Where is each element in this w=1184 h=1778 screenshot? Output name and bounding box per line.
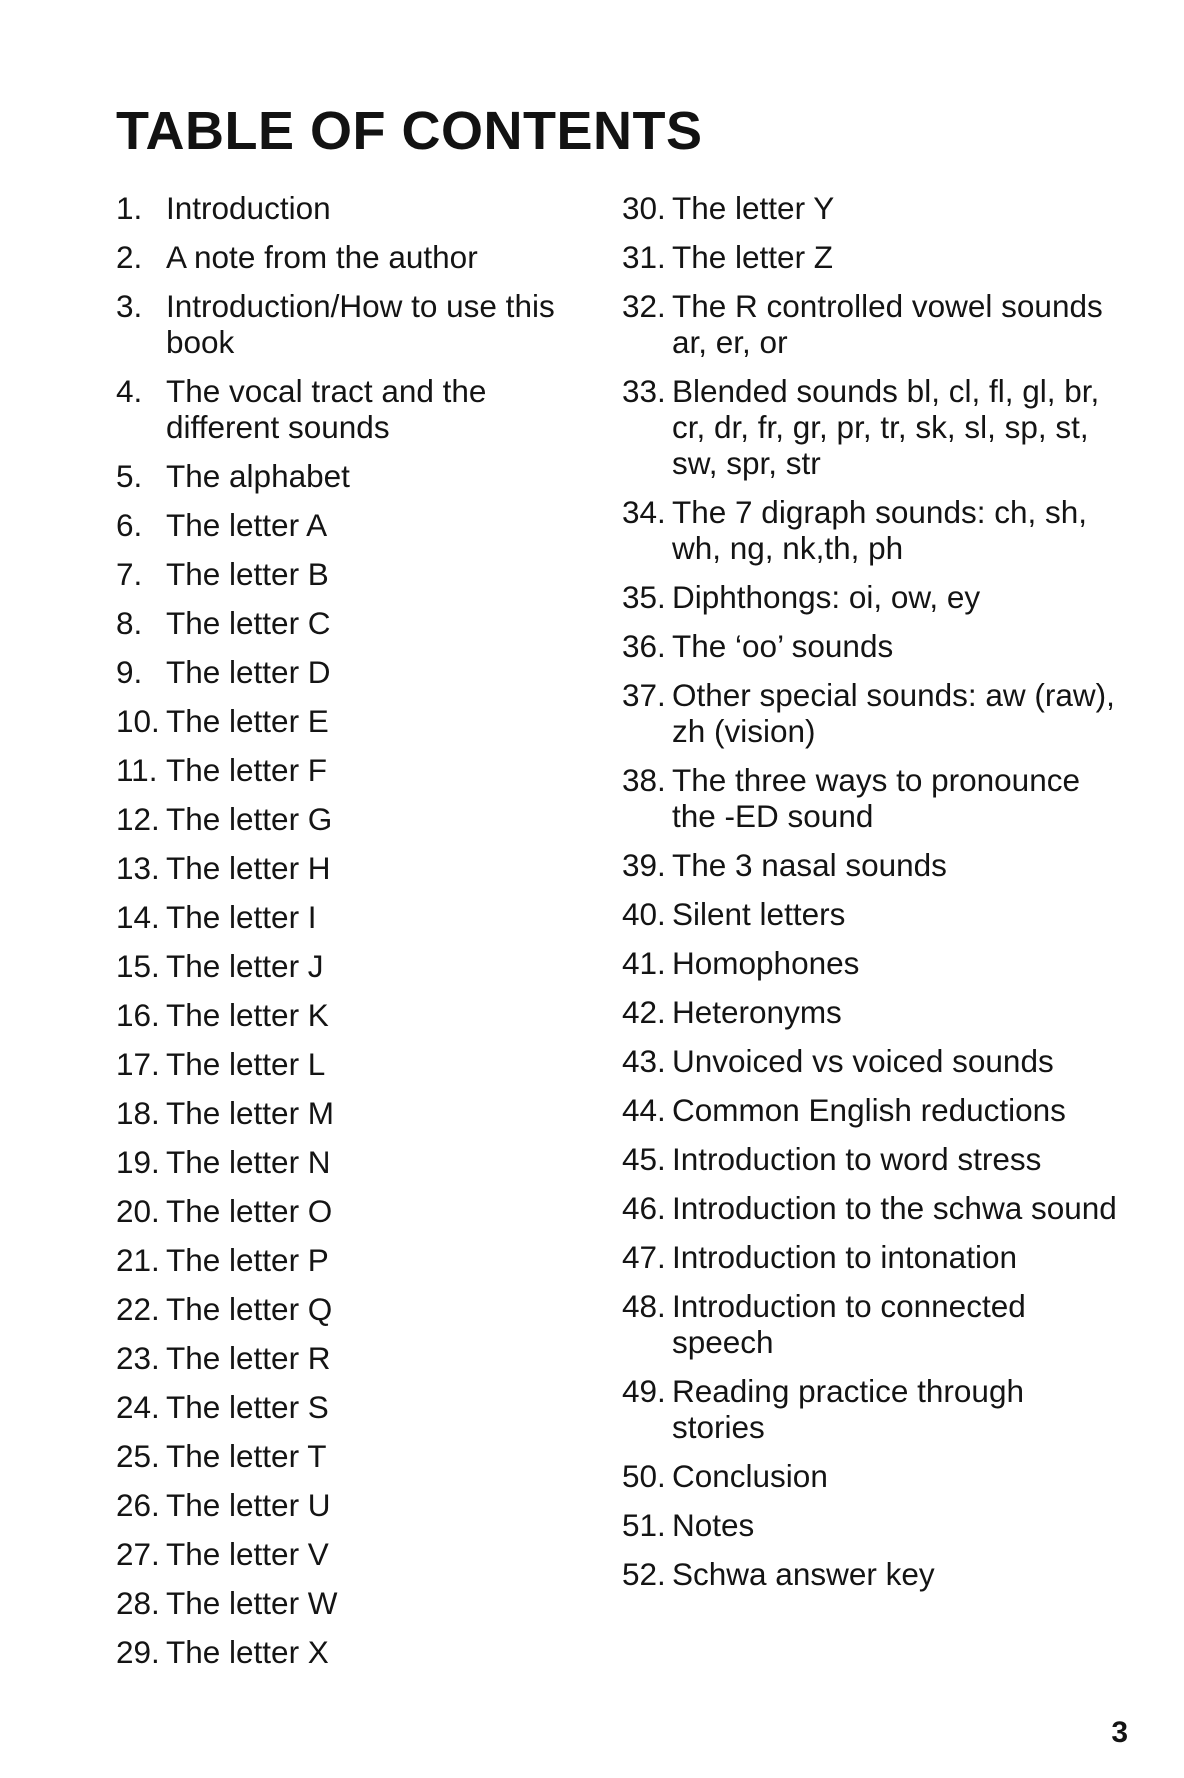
toc-entry-title: The letter X [166, 1634, 329, 1670]
toc-entry-number: 24. [116, 1389, 160, 1425]
toc-entry-title: The letter N [166, 1144, 331, 1180]
toc-entry [116, 703, 596, 739]
toc-entry-title: Introduction to connected speech [672, 1288, 1026, 1360]
toc-entry-number: 25. [116, 1438, 160, 1474]
toc-entry-title: Blended sounds bl, cl, fl, gl, br, cr, dr, fr, gr, pr, tr, sk, sl, sp, st, sw, spr, str [672, 373, 1100, 481]
toc-entry-title: Unvoiced vs voiced sounds [672, 1043, 1054, 1079]
toc-entry-title: The alphabet [166, 458, 350, 494]
toc-entry [116, 1144, 596, 1180]
toc-entry [622, 1092, 1122, 1128]
toc-entry [116, 1291, 596, 1327]
toc-entry-number: 41. [622, 945, 666, 981]
toc-entry [622, 945, 1122, 981]
toc-entry-number: 34. [622, 494, 666, 530]
toc-entry-title: Introduction to the schwa sound [672, 1190, 1117, 1226]
toc-entry [622, 579, 1122, 615]
toc-entry-number: 7. [116, 556, 143, 592]
toc-entry-title: Reading practice through stories [672, 1373, 1024, 1445]
toc-entry-title: The letter G [166, 801, 333, 837]
page-number: 3 [1111, 1716, 1128, 1749]
toc-entry-number: 32. [622, 288, 666, 324]
toc-entry-title: The letter Z [672, 239, 834, 275]
toc-entry-title: The letter A [166, 507, 328, 543]
toc-entry-number: 6. [116, 507, 143, 543]
toc-entry-number: 27. [116, 1536, 160, 1572]
toc-entry [622, 1556, 1122, 1592]
toc-entry-number: 3. [116, 288, 143, 324]
toc-entry [622, 762, 1122, 834]
toc-entry-title: The R controlled vowel sounds ar, er, or [672, 288, 1103, 360]
toc-entry [116, 556, 596, 592]
toc-entry-number: 9. [116, 654, 143, 690]
toc-entry-title: The letter U [166, 1487, 331, 1523]
toc-entry-number: 46. [622, 1190, 666, 1226]
toc-entry [116, 1046, 596, 1082]
toc-entry-title: The letter W [166, 1585, 338, 1621]
toc-entry-title: The letter I [166, 899, 317, 935]
toc-left-column [116, 190, 596, 1683]
toc-entry [116, 801, 596, 837]
toc-entry-title: The letter E [166, 703, 329, 739]
toc-entry [116, 948, 596, 984]
toc-entry [622, 1507, 1122, 1543]
toc-entry-number: 18. [116, 1095, 160, 1131]
toc-entry [116, 1389, 596, 1425]
toc-entry-number: 37. [622, 677, 666, 713]
toc-entry [116, 190, 596, 226]
toc-entry-title: The letter D [166, 654, 331, 690]
toc-entry [622, 190, 1122, 226]
toc-entry [622, 373, 1122, 481]
toc-entry-number: 29. [116, 1634, 160, 1670]
toc-entry [116, 1340, 596, 1376]
toc-entry [116, 1193, 596, 1229]
toc-entry-title: The 3 nasal sounds [672, 847, 947, 883]
toc-entry-title: The letter H [166, 850, 331, 886]
toc-entry [116, 458, 596, 494]
toc-entry-title: The letter M [166, 1095, 335, 1131]
toc-entry [116, 1242, 596, 1278]
toc-entry-number: 23. [116, 1340, 160, 1376]
toc-right-column [622, 190, 1122, 1605]
toc-entry-title: The letter F [166, 752, 328, 788]
toc-entry [622, 494, 1122, 566]
toc-entry [116, 1095, 596, 1131]
toc-entry-title: Silent letters [672, 896, 846, 932]
toc-entry-title: The letter R [166, 1340, 331, 1376]
toc-entry [116, 507, 596, 543]
toc-entry [622, 1373, 1122, 1445]
toc-entry [622, 1458, 1122, 1494]
toc-entry-title: The letter O [166, 1193, 333, 1229]
toc-entry-number: 49. [622, 1373, 666, 1409]
toc-entry-number: 30. [622, 190, 666, 226]
toc-entry-title: The three ways to pronounce the -ED sound [672, 762, 1080, 834]
toc-entry-number: 38. [622, 762, 666, 798]
toc-entry-title: The ‘oo’ sounds [672, 628, 894, 664]
toc-entry-number: 43. [622, 1043, 666, 1079]
toc-entry [622, 847, 1122, 883]
toc-entry-number: 17. [116, 1046, 160, 1082]
toc-entry-title: Diphthongs: oi, ow, ey [672, 579, 981, 615]
toc-entry-title: The letter Y [672, 190, 835, 226]
toc-entry-title: Introduction/How to use this book [166, 288, 555, 360]
toc-entry [116, 1487, 596, 1523]
toc-entry-title: The vocal tract and the different sounds [166, 373, 487, 445]
toc-entry-number: 50. [622, 1458, 666, 1494]
toc-entry-title: Common English reductions [672, 1092, 1066, 1128]
toc-entry-title: The letter K [166, 997, 329, 1033]
toc-entry-number: 51. [622, 1507, 666, 1543]
toc-entry-title: The 7 digraph sounds: ch, sh, wh, ng, nk,th, ph [672, 494, 1088, 566]
toc-entry-number: 31. [622, 239, 666, 275]
toc-entry-number: 36. [622, 628, 666, 664]
toc-entry [622, 1141, 1122, 1177]
toc-entry [116, 899, 596, 935]
toc-entry-number: 1. [116, 190, 143, 226]
toc-entry [116, 605, 596, 641]
toc-entry-title: The letter P [166, 1242, 329, 1278]
toc-entry [622, 239, 1122, 275]
toc-entry-title: Introduction to intonation [672, 1239, 1017, 1275]
toc-entry-number: 2. [116, 239, 143, 275]
toc-entry-number: 44. [622, 1092, 666, 1128]
toc-entry-title: The letter S [166, 1389, 329, 1425]
toc-entry [116, 288, 596, 360]
toc-entry-title: The letter L [166, 1046, 326, 1082]
toc-entry-number: 15. [116, 948, 160, 984]
toc-entry-title: The letter C [166, 605, 331, 641]
toc-entry [116, 1438, 596, 1474]
toc-entry [116, 850, 596, 886]
toc-entry-title: Introduction [166, 190, 331, 226]
toc-entry-number: 35. [622, 579, 666, 615]
toc-entry [622, 1043, 1122, 1079]
toc-entry [622, 994, 1122, 1030]
toc-entry-title: A note from the author [166, 239, 478, 275]
toc-entry [116, 752, 596, 788]
toc-entry-number: 28. [116, 1585, 160, 1621]
toc-entry [116, 997, 596, 1033]
toc-entry [116, 1585, 596, 1621]
toc-entry-number: 47. [622, 1239, 666, 1275]
toc-entry-title: The letter T [166, 1438, 327, 1474]
toc-entry-number: 39. [622, 847, 666, 883]
toc-entry-number: 52. [622, 1556, 666, 1592]
toc-entry [116, 1634, 596, 1670]
toc-entry-number: 21. [116, 1242, 160, 1278]
toc-entry-number: 5. [116, 458, 143, 494]
toc-entry [622, 896, 1122, 932]
toc-entry [116, 239, 596, 275]
toc-entry-number: 40. [622, 896, 666, 932]
toc-entry [622, 1288, 1122, 1360]
toc-entry-number: 33. [622, 373, 666, 409]
toc-entry-title: Homophones [672, 945, 860, 981]
toc-entry [622, 288, 1122, 360]
toc-entry-number: 48. [622, 1288, 666, 1324]
toc-entry-number: 20. [116, 1193, 160, 1229]
toc-entry [116, 373, 596, 445]
page-title: TABLE OF CONTENTS [116, 101, 703, 161]
toc-entry-number: 8. [116, 605, 143, 641]
toc-entry-number: 10. [116, 703, 160, 739]
toc-entry-title: Notes [672, 1507, 755, 1543]
toc-entry-number: 19. [116, 1144, 160, 1180]
toc-entry-number: 42. [622, 994, 666, 1030]
toc-entry [116, 654, 596, 690]
toc-entry-title: Other special sounds: aw (raw), zh (vision) [672, 677, 1115, 749]
toc-entry-number: 22. [116, 1291, 160, 1327]
toc-entry [116, 1536, 596, 1572]
toc-entry-title: The letter Q [166, 1291, 333, 1327]
toc-entry-number: 13. [116, 850, 160, 886]
toc-entry-title: Heteronyms [672, 994, 842, 1030]
toc-entry-title: Conclusion [672, 1458, 828, 1494]
toc-entry [622, 1239, 1122, 1275]
toc-entry-number: 16. [116, 997, 160, 1033]
toc-entry-title: The letter J [166, 948, 324, 984]
toc-entry-number: 26. [116, 1487, 160, 1523]
toc-entry-number: 4. [116, 373, 143, 409]
toc-entry-number: 11. [116, 752, 158, 788]
toc-entry [622, 677, 1122, 749]
toc-entry [622, 628, 1122, 664]
toc-entry [622, 1190, 1122, 1226]
toc-entry-title: Introduction to word stress [672, 1141, 1042, 1177]
toc-entry-title: The letter B [166, 556, 329, 592]
toc-entry-number: 45. [622, 1141, 666, 1177]
toc-entry-number: 12. [116, 801, 160, 837]
toc-entry-title: The letter V [166, 1536, 329, 1572]
toc-entry-title: Schwa answer key [672, 1556, 935, 1592]
toc-entry-number: 14. [116, 899, 160, 935]
